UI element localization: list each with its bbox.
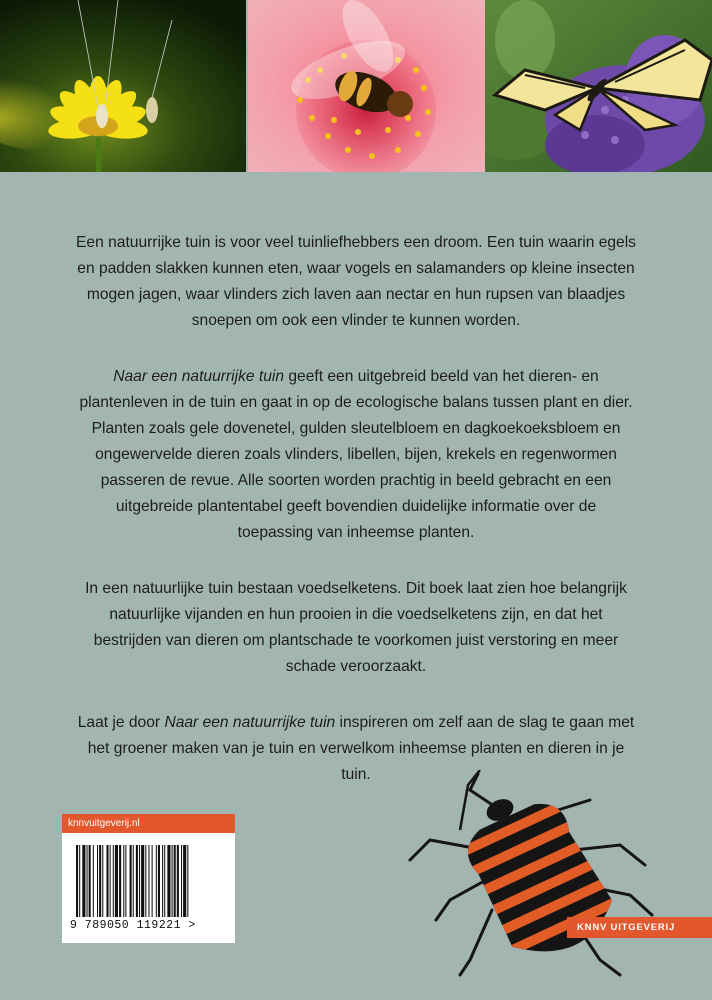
barcode-bar xyxy=(187,845,188,917)
blurb-paragraph-2-text: geeft een uitgebreid beeld van het dieren- en plantenleven in de tuin en gaat in op de ecologische balans tussen plant en dier. Planten zoals gele dovenetel, gulden sleutelbloem en dagkoekoeksbloem en ongewervelde dieren zoals vlinders, libellen, bijen, krekels en regenwormen passeren de revue. Alle soorten worden prachtig in beeld gebracht en een uitgebreide plantentabel geeft bovendien duidelijke informatie over de toepassing van inheemse planten. xyxy=(79,368,633,541)
photo-strip xyxy=(0,0,712,172)
barcode-bar xyxy=(110,845,111,917)
barcode-bar xyxy=(115,845,118,917)
barcode-bar xyxy=(156,845,157,917)
barcode-bar xyxy=(148,845,149,917)
back-cover-blurb xyxy=(76,230,636,818)
blurb-paragraph-4-lead: Laat je door xyxy=(77,714,165,731)
barcode-bar xyxy=(167,845,170,917)
barcode-bar xyxy=(102,845,103,917)
barcode-bar xyxy=(152,845,153,917)
barcode-bar xyxy=(106,845,108,917)
barcode-bar xyxy=(97,845,98,917)
barcode-bar xyxy=(99,845,101,917)
publisher-badge: KNNV UITGEVERIJ xyxy=(567,917,712,938)
barcode-bar xyxy=(123,845,124,917)
photo-yellow-flower xyxy=(0,0,246,172)
striped-shield-bug-image xyxy=(390,770,690,1000)
barcode-bar xyxy=(145,845,146,917)
barcode-bar xyxy=(76,845,78,917)
barcode-bar xyxy=(158,845,160,917)
barcode-bar xyxy=(141,845,144,917)
barcode-bar xyxy=(89,845,91,917)
book-title-italic: Naar een natuurrijke tuin xyxy=(164,714,336,731)
blurb-paragraph-1: Een natuurrijke tuin is voor veel tuinliefhebbers een droom. Een tuin waarin egels en padden slakken kunnen eten, waar vogels en salamanders op kleine insecten mogen jagen, waar vlinders zich laven aan nectar en hun rupsen van blaadjes snoepen om ook een vlinder te kunnen worden. xyxy=(76,234,636,329)
barcode-bar xyxy=(125,845,126,917)
blurb-paragraph-3: In een natuurlijke tuin bestaan voedselketens. Dit boek laat zien hoe belangrijk natuurlijke vijanden en hun prooien in die voedselketens zijn, en dat het bestrijden van dieren om plantschade te voorkomen juist verstoring en meer schade veroorzaakt. xyxy=(85,580,627,675)
barcode-bar xyxy=(87,845,88,917)
isbn-barcode-box xyxy=(62,814,235,943)
blurb-paragraph-4-text: inspireren om zelf aan de slag te gaan met het groener maken van je tuin en verwelkom inheemse planten en dieren in je tuin. xyxy=(87,714,635,783)
barcode-bar xyxy=(177,845,179,917)
barcode-bar xyxy=(174,845,176,917)
barcode-bar xyxy=(139,845,140,917)
blurb-paragraph-2 xyxy=(76,364,636,546)
isbn-number: 9 789050 119221 > xyxy=(70,919,196,932)
barcode-bar xyxy=(79,845,80,917)
publisher-url[interactable]: knnvuitgeverij.nl xyxy=(62,814,235,833)
barcode-bar xyxy=(93,845,94,917)
photo-hoverfly-pink-flower xyxy=(248,0,485,172)
barcode-bar xyxy=(136,845,138,917)
barcode-bar xyxy=(119,845,121,917)
barcode-bar xyxy=(172,845,173,917)
book-title-italic: Naar een natuurrijke tuin xyxy=(113,368,285,385)
barcode-bar xyxy=(164,845,165,917)
barcode-bar xyxy=(162,845,163,917)
barcode-bar xyxy=(113,845,114,917)
barcode-bar xyxy=(82,845,85,917)
photo-swallowtail-buddleia xyxy=(485,0,712,172)
barcode-bar xyxy=(130,845,132,917)
barcode-bar xyxy=(181,845,182,917)
barcode-bar xyxy=(133,845,134,917)
barcode-bar xyxy=(183,845,186,917)
barcode-bars xyxy=(76,845,224,917)
